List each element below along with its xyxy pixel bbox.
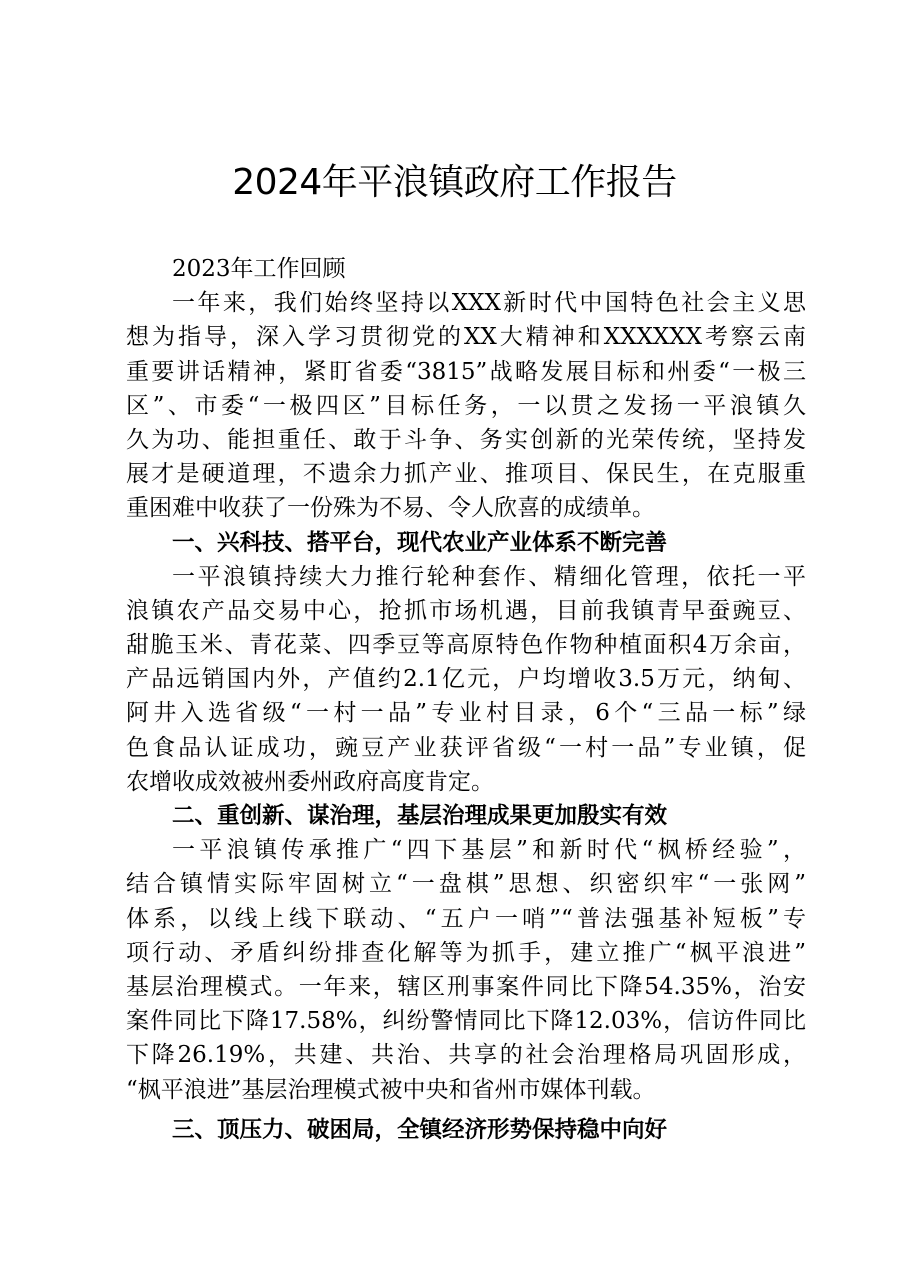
text-line: 案件同比下降17.58%，纠纷警情同比下降12.03%，信访件同比 (126, 1008, 806, 1035)
text-line: 一年来，我们始终坚持以XXX新时代中国特色社会主义思 (172, 290, 806, 317)
subsection-heading-3: 三、顶压力、破困局，全镇经济形势保持稳中向好 (172, 1116, 668, 1143)
document-body (126, 252, 806, 1147)
text-line: 久为功、能担重任、敢于斗争、务实创新的光荣传统，坚持发 (126, 426, 806, 453)
text-line: 体系，以线上线下联动、“五户一哨”“普法强基补短板”专 (126, 905, 806, 932)
text-line: 下降26.19%，共建、共治、共享的社会治理格局巩固形成， (126, 1042, 806, 1069)
text-line: 色食品认证成功，豌豆产业获评省级“一村一品”专业镇，促 (126, 734, 806, 761)
paragraph-governance (126, 833, 806, 1107)
text-line: 浪镇农产品交易中心，抢抓市场机遇，目前我镇青早蚕豌豆、 (126, 597, 806, 624)
text-line: 阿井入选省级“一村一品”专业村目录，6个“三品一标”绿 (126, 700, 806, 727)
paragraph-agriculture (126, 560, 806, 799)
text-line: 一平浪镇传承推广“四下基层”和新时代“枫桥经验”， (172, 837, 806, 864)
text-line: 区”、市委“一极四区”目标任务，一以贯之发扬一平浪镇久 (126, 392, 806, 419)
text-line: “枫平浪进”基层治理模式被中央和省州市媒体刊载。 (126, 1076, 656, 1103)
paragraph-intro (126, 286, 806, 525)
text-line: 重困难中收获了一份殊为不易、令人欣喜的成绩单。 (126, 495, 655, 522)
subsection-heading-1: 一、兴科技、搭平台，现代农业产业体系不断完善 (172, 529, 668, 556)
document-title: 2024年平浪镇政府工作报告 (232, 162, 677, 203)
text-line: 甜脆玉米、青花菜、四季豆等高原特色作物种植面积4万余亩， (126, 632, 806, 659)
text-line: 农增收成效被州委州政府高度肯定。 (126, 768, 494, 795)
text-line: 产品远销国内外，产值约2.1亿元，户均增收3.5万元，纳甸、 (126, 666, 806, 693)
text-line: 基层治理模式。一年来，辖区刑事案件同比下降54.35%，治安 (126, 973, 806, 1000)
section-heading: 2023年工作回顾 (172, 256, 346, 282)
text-line: 重要讲话精神，紧盯省委“3815”战略发展目标和州委“一极三 (126, 358, 806, 385)
text-line: 结合镇情实际牢固树立“一盘棋”思想、织密织牢“一张网” (126, 871, 806, 898)
text-line: 想为指导，深入学习贯彻党的XX大精神和XXXXXX考察云南 (126, 324, 806, 351)
text-line: 一平浪镇持续大力推行轮种套作、精细化管理，依托一平 (172, 563, 806, 590)
subsection-heading-2: 二、重创新、谋治理，基层治理成果更加殷实有效 (172, 803, 668, 829)
text-line: 项行动、矛盾纠纷排查化解等为抓手，建立推广“枫平浪进” (126, 939, 806, 966)
text-line: 展才是硬道理，不遗余力抓产业、推项目、保民生，在克服重 (126, 461, 806, 488)
